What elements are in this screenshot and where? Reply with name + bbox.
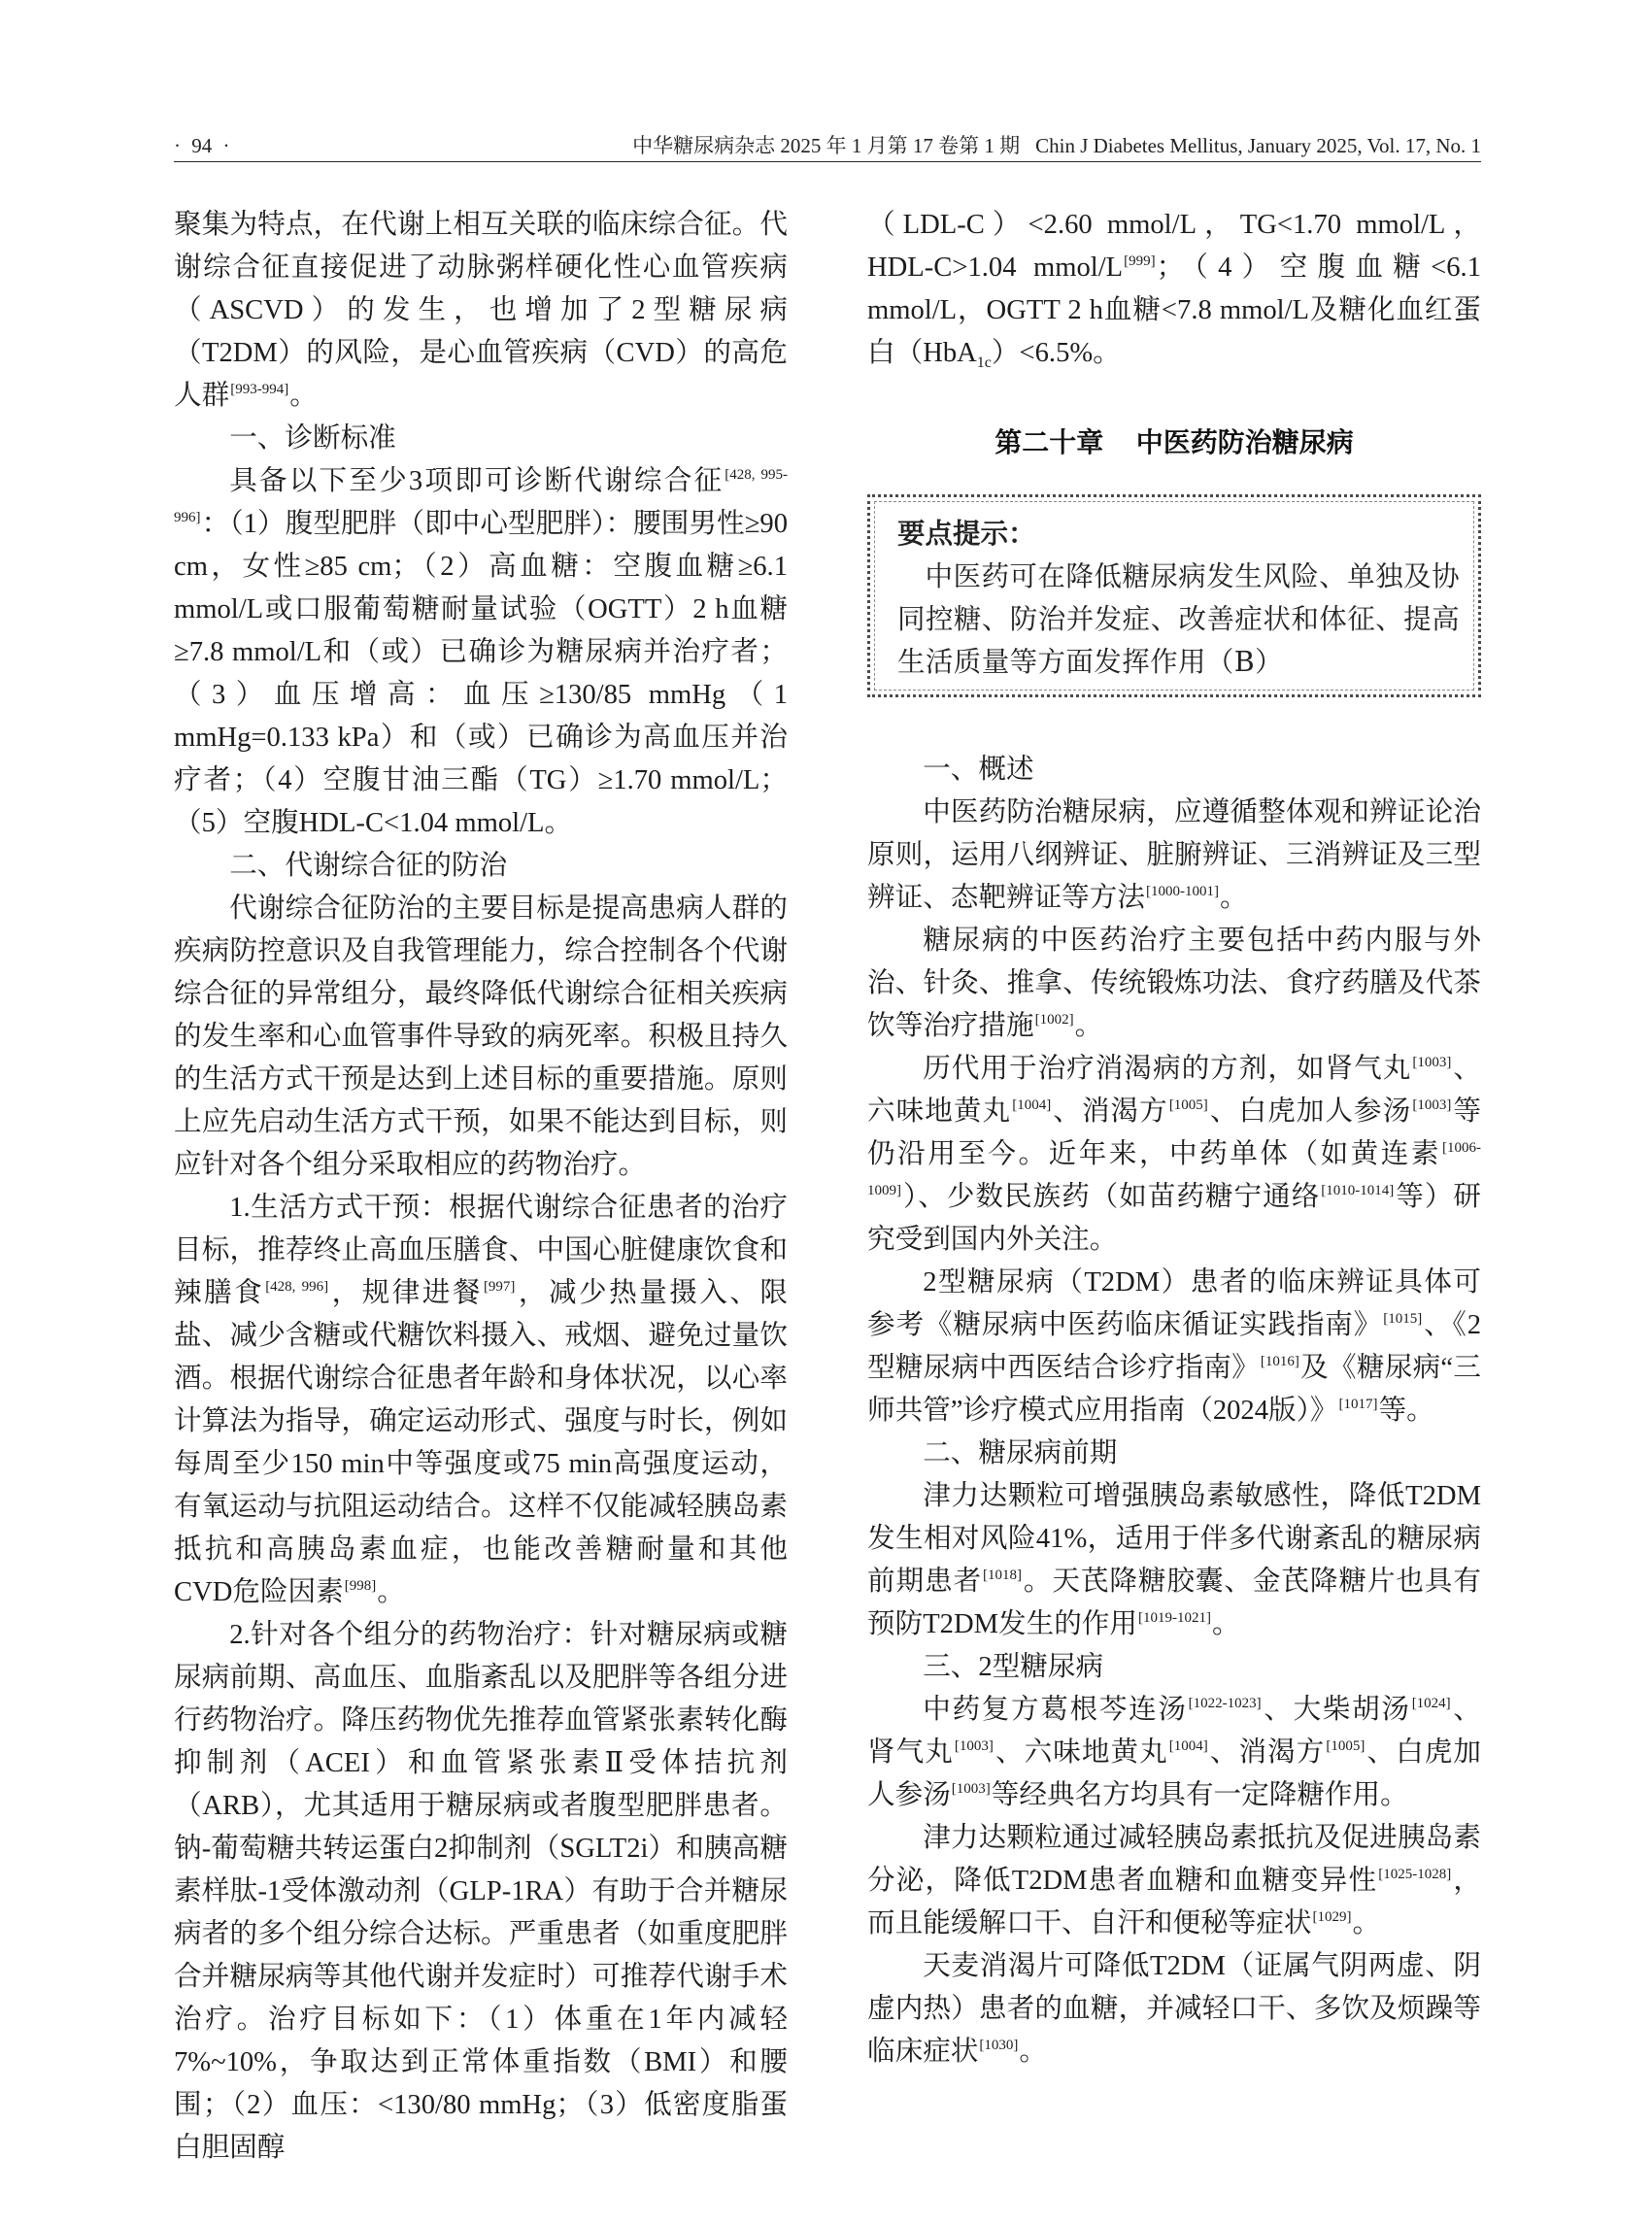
citation-ref: [1002] xyxy=(1034,1012,1074,1028)
section-heading: 二、糖尿病前期 xyxy=(923,1438,1118,1468)
citation-ref: [998] xyxy=(344,1578,377,1594)
citation-ref: [1005] xyxy=(1326,1738,1365,1754)
body-paragraph: 2型糖尿病（T2DM）患者的临床辨证具体可参考《糖尿病中医药临床循证实践指南》[1015]、《2型糖尿病中西医结合诊疗指南》[1016]及《糖尿病“三师共管”诊疗模式应用指南（2024版）》[1017]等。 xyxy=(867,1267,1481,1426)
body-paragraph: 津力达颗粒通过减轻胰岛素抵抗及促进胰岛素分泌，降低T2DM患者血糖和血糖变异性[1025-1028]，而且能缓解口干、自汗和便秘等症状[1029]。 xyxy=(867,1823,1481,1938)
citation-ref: [1003] xyxy=(951,1781,991,1797)
section-heading: 一、概述 xyxy=(923,755,1034,785)
citation-ref: [1006-1009] xyxy=(867,1140,1481,1198)
citation-ref: [428, 995-996] xyxy=(174,467,788,525)
citation-ref: [428, 996] xyxy=(265,1279,329,1295)
body-paragraph: （LDL-C）<2.60 mmol/L，TG<1.70 mmol/L，HDL-C>1.04 mmol/L[999]；（4）空腹血糖<6.1 mmol/L，OGTT 2 h血糖<7.8 mmol/L及糖化血红蛋白（HbA$_{1c}$）<6.5%。 xyxy=(867,210,1481,371)
body-paragraph: 代谢综合征防治的主要目标是提高患病人群的疾病防控意识及自我管理能力，综合控制各个代谢综合征的异常组分，最终降低代谢综合征相关疾病的发生率和心血管事件导致的病死率。积极且持久的生活方式干预是达到上述目标的重要措施。原则上应先启动生活方式干预，如果不能达到目标，则应针对各个组分采取相应的药物治疗。 xyxy=(174,893,788,1180)
citation-ref: [999] xyxy=(1124,253,1156,269)
citation-ref: [1004] xyxy=(1168,1738,1208,1754)
subscript: 1c xyxy=(976,354,992,371)
body-paragraph: 1.生活方式干预：根据代谢综合征患者的治疗目标，推荐终止高血压膳食、中国心脏健康饮食和辣膳食[428, 996]，规律进餐[997]，减少热量摄入、限盐、减少含糖或代糖饮料摄入、戒烟、避免过量饮酒。根据代谢综合征患者年龄和身体状况，以心率计算法为指导，确定运动形式、强度与时长，例如每周至少150 min中等强度或75 min高强度运动，有氧运动与抗阻运动结合。这样不仅能减轻胰岛素抵抗和高胰岛素血症，也能改善糖耐量和其他CVD危险因素[998]。 xyxy=(174,1193,788,1607)
body-paragraph: 糖尿病的中医药治疗主要包括中药内服与外治、针灸、推拿、传统锻炼功法、食疗药膳及代茶饮等治疗措施[1002]。 xyxy=(867,926,1481,1041)
citation-ref: [1015] xyxy=(1383,1311,1423,1327)
citation-ref: [1000-1001] xyxy=(1145,884,1219,899)
citation-ref: [1004] xyxy=(1012,1097,1052,1113)
citation-ref: [1022-1023] xyxy=(1188,1696,1262,1711)
journal-citation xyxy=(632,132,1481,159)
key-points-box xyxy=(867,494,1481,697)
body-paragraph: 历代用于治疗消渴病的方剂，如肾气丸[1003]、六味地黄丸[1004]、消渴方[1005]、白虎加人参汤[1003]等仍沿用至今。近年来，中药单体（如黄连素[1006-1009]）、少数民族药（如苗药糖宁通络[1010-1014]等）研究受到国内外关注。 xyxy=(867,1054,1481,1255)
citation-ref: [1003] xyxy=(1412,1097,1452,1113)
body-paragraph: 中药复方葛根芩连汤[1022-1023]、大柴胡汤[1024]、肾气丸[1003]、六味地黄丸[1004]、消渴方[1005]、白虎加人参汤[1003]等经典名方均具有一定降糖作用。 xyxy=(867,1695,1481,1810)
section-heading: 一、诊断标准 xyxy=(229,423,396,454)
citation-ref: [1016] xyxy=(1260,1354,1299,1369)
citation-ref: [1025-1028] xyxy=(1378,1867,1452,1882)
right-column xyxy=(867,204,1481,2073)
left-column xyxy=(174,204,788,2170)
key-points-label: 要点提示： xyxy=(897,518,1036,550)
citation-ref: [1024] xyxy=(1411,1696,1451,1711)
body-paragraph: 中医药防治糖尿病，应遵循整体观和辨证论治原则，运用八纲辨证、脏腑辨证、三消辨证及三型辨证、态靶辨证等方法[1000-1001]。 xyxy=(867,797,1481,913)
citation-ref: [997] xyxy=(483,1279,516,1295)
chapter-number: 第二十章 xyxy=(995,426,1104,458)
chapter-heading xyxy=(867,421,1481,464)
citation-ref: [1029] xyxy=(1312,1909,1352,1925)
journal-citation-en: Chin J Diabetes Mellitus, January 2025, Vol. 17, No. 1 xyxy=(1035,134,1481,157)
body-paragraph: 天麦消渴片可降低T2DM（证属气阴两虚、阴虚内热）患者的血糖，并减轻口干、多饮及烦躁等临床症状[1030]。 xyxy=(867,1951,1481,2067)
chapter-title: 中医药防治糖尿病 xyxy=(1135,426,1354,458)
section-heading: 三、2型糖尿病 xyxy=(923,1652,1104,1682)
citation-ref: [1019-1021] xyxy=(1138,1610,1211,1626)
citation-ref: [1010-1014] xyxy=(1321,1183,1395,1198)
page-number: · 94 · xyxy=(174,134,230,157)
key-points-text: 中医药可在降低糖尿病发生风险、单独及协同控糖、防治并发症、改善症状和体征、提高生活质量等方面发挥作用（B） xyxy=(897,560,1460,678)
running-header xyxy=(174,132,1481,162)
citation-ref: [1003] xyxy=(954,1738,994,1754)
citation-ref: [1003] xyxy=(1412,1055,1452,1070)
citation-ref: [1017] xyxy=(1338,1397,1378,1412)
body-paragraph: 聚集为特点，在代谢上相互关联的临床综合征。代谢综合征直接促进了动脉粥样硬化性心血管疾病（ASCVD）的发生，也增加了2型糖尿病（T2DM）的风险，是心血管疾病（CVD）的高危人群[993-994]。 xyxy=(174,210,788,411)
body-paragraph: 具备以下至少3项即可诊断代谢综合征[428, 995-996]：（1）腹型肥胖（即中心型肥胖）：腰围男性≥90 cm，女性≥85 cm；（2）高血糖：空腹血糖≥6.1 mmol/L或口服葡萄糖耐量试验（OGTT）2 h血糖≥7.8 mmol/L和（或）已确诊为糖尿病并治疗者；（3）血压增高：血压≥130/85 mmHg（1 mmHg=0.133 kPa）和（或）已确诊为高血压并治疗者；（4）空腹甘油三酯（TG）≥1.70 mmol/L；（5）空腹HDL-C<1.04 mmol/L。 xyxy=(174,466,788,838)
journal-citation-cn: 中华糖尿病杂志 2025 年 1 月第 17 卷第 1 期 xyxy=(632,134,1021,157)
body-paragraph: 2.针对各个组分的药物治疗：针对糖尿病或糖尿病前期、高血压、血脂紊乱以及肥胖等各组分进行药物治疗。降压药物优先推荐血管紧张素转化酶抑制剂（ACEI）和血管紧张素Ⅱ受体拮抗剂（ARB），尤其适用于糖尿病或者腹型肥胖患者。钠-葡萄糖共转运蛋白2抑制剂（SGLT2i）和胰高糖素样肽-1受体激动剂（GLP-1RA）有助于合并糖尿病者的多个组分综合达标。严重患者（如重度肥胖合并糖尿病等其他代谢并发症时）可推荐代谢手术治疗。治疗目标如下：（1）体重在1年内减轻7%~10%，争取达到正常体重指数（BMI）和腰围；（2）血压：<130/80 mmHg；（3）低密度脂蛋白胆固醇 xyxy=(174,1620,788,2163)
citation-ref: [1005] xyxy=(1168,1097,1208,1113)
citation-ref: [993-994] xyxy=(230,382,289,397)
citation-ref: [1018] xyxy=(983,1568,1022,1583)
body-paragraph: 津力达颗粒可增强胰岛素敏感性，降低T2DM发生相对风险41%，适用于伴多代谢紊乱的糖尿病前期患者[1018]。天芪降糖胶囊、金芪降糖片也具有预防T2DM发生的作用[1019-1021]。 xyxy=(867,1481,1481,1639)
section-heading: 二、代谢综合征的防治 xyxy=(229,851,508,881)
citation-ref: [1030] xyxy=(979,2038,1019,2053)
